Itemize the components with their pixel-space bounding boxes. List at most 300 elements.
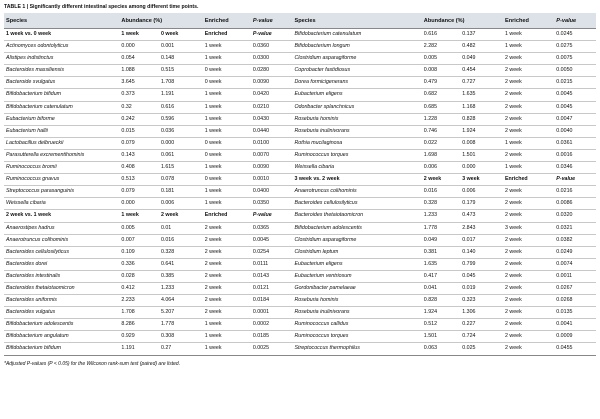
species-cell: Ruminococcus bromii (4, 162, 119, 174)
abundance-a-cell: 0.373 (119, 89, 159, 101)
abundance-a-cell: 2.233 (119, 295, 159, 307)
abundance-a-cell: 1.228 (422, 113, 460, 125)
species-cell: Ruminococcus torques (292, 149, 421, 161)
pvalue-cell: 0.0300 (251, 53, 293, 65)
enriched-cell: 2 week (203, 282, 251, 294)
abundance-b-cell: 0.641 (159, 258, 203, 270)
pvalue-cell: 0.0090 (251, 162, 293, 174)
abundance-b-cell: 1.191 (159, 89, 203, 101)
abundance-a-cell: 0.049 (422, 234, 460, 246)
header-row (4, 13, 596, 29)
species-cell: Bacteroides intestinalis (4, 270, 119, 282)
pvalue-cell: 0.0040 (554, 125, 596, 137)
abundance-b-cell: 0.27 (159, 343, 203, 355)
abundance-a-cell: 2 week (422, 174, 460, 186)
species-cell: Weissella cibaria (4, 198, 119, 210)
abundance-a-cell: 0.381 (422, 246, 460, 258)
abundance-a-cell: 1.924 (422, 307, 460, 319)
species-cell: Bacteroides dorei (4, 258, 119, 270)
table-row (4, 101, 596, 113)
pvalue-cell: 0.0100 (251, 137, 293, 149)
abundance-b-cell: 1.233 (159, 282, 203, 294)
enriched-cell: 1 week (203, 53, 251, 65)
enriched-cell: 1 week (503, 41, 554, 53)
abundance-a-cell: 0.054 (119, 53, 159, 65)
abundance-a-cell: 0.041 (422, 282, 460, 294)
abundance-b-cell: 0.181 (159, 186, 203, 198)
abundance-b-cell: 1.615 (159, 162, 203, 174)
enriched-cell: 2 week (503, 319, 554, 331)
species-cell: Eubacterium eligens (292, 258, 421, 270)
abundance-b-cell: 0.308 (159, 331, 203, 343)
abundance-a-cell: 0.417 (422, 270, 460, 282)
pvalue-cell: 0.0002 (251, 319, 293, 331)
pvalue-cell: 0.0090 (251, 77, 293, 89)
pvalue-cell: 0.0011 (554, 270, 596, 282)
pvalue-cell: 0.0280 (251, 65, 293, 77)
enriched-cell: 1 week (203, 41, 251, 53)
abundance-a-cell: 0.005 (422, 53, 460, 65)
abundance-b-cell: 0.000 (460, 162, 503, 174)
abundance-b-cell: 0.049 (460, 53, 503, 65)
abundance-b-cell: 0.078 (159, 174, 203, 186)
pvalue-cell: 0.0268 (554, 295, 596, 307)
abundance-b-cell: 0.473 (460, 210, 503, 222)
abundance-a-cell: 0.000 (119, 41, 159, 53)
enriched-cell: 1 week (203, 113, 251, 125)
pvalue-cell: 0.0321 (554, 222, 596, 234)
pvalue-cell: 0.0210 (251, 101, 293, 113)
table-row (4, 295, 596, 307)
enriched-cell: 2 week (203, 246, 251, 258)
table-caption: TABLE 1 | Significantly different intestinal species among different time points. (4, 4, 199, 10)
pvalue-cell: 0.0009 (554, 331, 596, 343)
pvalue-cell: 0.0350 (251, 198, 293, 210)
enriched-cell: 2 week (503, 101, 554, 113)
abundance-a-cell: 0.242 (119, 113, 159, 125)
species-cell: Clostridium asparagiforme (292, 234, 421, 246)
species-cell: Alistipes indistinctus (4, 53, 119, 65)
table-footnote: *Adjusted P-values (P < 0.05) for the Wilcoxon rank-sum test (paired) are listed. (4, 360, 181, 367)
abundance-b-cell: 0.008 (460, 137, 503, 149)
abundance-b-cell: 0.482 (460, 41, 503, 53)
abundance-a-cell: 0.32 (119, 101, 159, 113)
enriched-cell: 2 week (203, 295, 251, 307)
enriched-cell: 2 week (503, 210, 554, 222)
pvalue-cell: 0.0455 (554, 343, 596, 355)
enriched-cell: 2 week (503, 343, 554, 355)
pvalue-cell: 0.0320 (554, 210, 596, 222)
enriched-cell: 2 week (203, 258, 251, 270)
species-cell: Dorea formicigenerans (292, 77, 421, 89)
abundance-a-cell: 1.708 (119, 307, 159, 319)
enriched-cell: 1 week (203, 125, 251, 137)
species-cell: 2 week vs. 1 week (4, 210, 119, 222)
abundance-a-cell: 1.088 (119, 65, 159, 77)
pvalue-cell: 0.0111 (251, 258, 293, 270)
abundance-b-cell: 0.328 (159, 246, 203, 258)
abundance-a-cell: 1.778 (422, 222, 460, 234)
pvalue-cell: 0.0121 (251, 282, 293, 294)
table-row (4, 258, 596, 270)
pvalue-cell: 0.0254 (251, 246, 293, 258)
table-row (4, 174, 596, 186)
abundance-a-cell: 0.513 (119, 174, 159, 186)
species-cell: Bifidobacterium adolescentis (292, 222, 421, 234)
abundance-b-cell: 2.843 (460, 222, 503, 234)
abundance-a-cell: 0.008 (422, 65, 460, 77)
abundance-a-cell: 1.191 (119, 343, 159, 355)
table-row (4, 270, 596, 282)
abundance-a-cell: 0.109 (119, 246, 159, 258)
species-cell: Bifidobacterium bifidum (4, 343, 119, 355)
enriched-cell: 2 week (503, 258, 554, 270)
species-cell: Anaerotruncus colihominis (4, 234, 119, 246)
species-cell: Clostridium asparagiforme (292, 53, 421, 65)
pvalue-cell: 0.0025 (251, 343, 293, 355)
abundance-b-cell: 0.727 (460, 77, 503, 89)
species-cell: Eubacterium biforme (4, 113, 119, 125)
enriched-cell: 3 week (503, 222, 554, 234)
species-cell: Ruminococcus callidus (292, 319, 421, 331)
table-row (4, 113, 596, 125)
enriched-cell: 2 week (203, 234, 251, 246)
species-cell: Streptococcus parasanguinis (4, 186, 119, 198)
header-species-left: Species (4, 13, 119, 29)
header-pvalue-left: P-value (251, 13, 293, 29)
pvalue-cell: 0.0365 (251, 222, 293, 234)
species-cell: Bifidobacterium angulatum (4, 331, 119, 343)
species-cell: Ruminococcus torques (292, 331, 421, 343)
abundance-a-cell: 0.006 (422, 162, 460, 174)
species-cell: Lactobacillus delbrueckii (4, 137, 119, 149)
pvalue-cell: 0.0050 (554, 65, 596, 77)
abundance-a-cell: 0.005 (119, 222, 159, 234)
pvalue-cell: 0.0184 (251, 295, 293, 307)
abundance-a-cell: 1.501 (422, 331, 460, 343)
abundance-a-cell: 1 week (119, 210, 159, 222)
abundance-b-cell: 0.016 (159, 234, 203, 246)
abundance-a-cell: 0.512 (422, 319, 460, 331)
enriched-cell: 2 week (503, 307, 554, 319)
abundance-b-cell: 0.01 (159, 222, 203, 234)
abundance-a-cell: 0.336 (119, 258, 159, 270)
pvalue-cell: 0.0267 (554, 282, 596, 294)
enriched-cell: 0 week (203, 149, 251, 161)
abundance-b-cell: 5.207 (159, 307, 203, 319)
pvalue-cell: 0.0041 (554, 319, 596, 331)
table-row (4, 77, 596, 89)
pvalue-cell: 0.0360 (251, 41, 293, 53)
header-species-right: Species (292, 13, 421, 29)
table-row (4, 137, 596, 149)
abundance-a-cell: 0.063 (422, 343, 460, 355)
abundance-a-cell: 0.143 (119, 149, 159, 161)
enriched-cell: 2 week (503, 113, 554, 125)
species-cell: 1 week vs. 0 week (4, 29, 119, 41)
pvalue-cell: 0.0440 (251, 125, 293, 137)
table-row (4, 331, 596, 343)
table-row (4, 246, 596, 258)
table-header (4, 13, 596, 29)
table-row (4, 234, 596, 246)
table-row (4, 53, 596, 65)
species-cell: Bacteroides massiliensis (4, 65, 119, 77)
abundance-a-cell: 0.682 (422, 89, 460, 101)
enriched-cell: 2 week (503, 89, 554, 101)
abundance-b-cell: 1.635 (460, 89, 503, 101)
species-cell: Bifidobacterium catenulatum (292, 29, 421, 41)
abundance-a-cell: 0.929 (119, 331, 159, 343)
enriched-cell: 2 week (503, 186, 554, 198)
pvalue-cell: 0.0045 (251, 234, 293, 246)
enriched-cell: 0 week (203, 77, 251, 89)
species-cell: Bifidobacterium bifidum (4, 89, 119, 101)
table-body (4, 29, 596, 356)
abundance-b-cell: 0.323 (460, 295, 503, 307)
abundance-b-cell: 0.140 (460, 246, 503, 258)
abundance-b-cell: 0 week (159, 29, 203, 41)
abundance-b-cell: 0.596 (159, 113, 203, 125)
abundance-a-cell: 0.028 (119, 270, 159, 282)
enriched-cell: Enriched (203, 210, 251, 222)
abundance-b-cell: 1.778 (159, 319, 203, 331)
enriched-cell: 1 week (203, 319, 251, 331)
table-row (4, 186, 596, 198)
species-cell: Bifidobacterium longum (292, 41, 421, 53)
abundance-b-cell: 1.306 (460, 307, 503, 319)
pvalue-cell: 0.0361 (554, 137, 596, 149)
pvalue-cell: 0.0010 (251, 174, 293, 186)
abundance-a-cell: 1.635 (422, 258, 460, 270)
header-pvalue-right: P-value (554, 13, 596, 29)
table-row (4, 65, 596, 77)
enriched-cell: 2 week (503, 149, 554, 161)
pvalue-cell: 0.0400 (251, 186, 293, 198)
abundance-b-cell: 0.006 (159, 198, 203, 210)
enriched-cell: 1 week (203, 89, 251, 101)
species-cell: Bacteroides cellulosilyticus (292, 198, 421, 210)
enriched-cell: 2 week (503, 234, 554, 246)
species-cell: Streptococcus thermophilus (292, 343, 421, 355)
enriched-cell: 1 week (203, 162, 251, 174)
abundance-a-cell: 0.479 (422, 77, 460, 89)
enriched-cell: 1 week (203, 331, 251, 343)
pvalue-cell: 0.0430 (251, 113, 293, 125)
enriched-cell: 1 week (203, 343, 251, 355)
species-cell: Roseburia hominis (292, 113, 421, 125)
enriched-cell: 1 week (503, 137, 554, 149)
pvalue-cell: 0.0420 (251, 89, 293, 101)
abundance-a-cell: 0.685 (422, 101, 460, 113)
species-cell: Rothia mucilaginosa (292, 137, 421, 149)
table-row (4, 210, 596, 222)
enriched-cell: 2 week (503, 198, 554, 210)
pvalue-cell: 0.0086 (554, 198, 596, 210)
abundance-a-cell: 0.616 (422, 29, 460, 41)
species-cell: Gordonibacter pamelaeae (292, 282, 421, 294)
abundance-a-cell: 0.000 (119, 198, 159, 210)
pvalue-cell: 0.0143 (251, 270, 293, 282)
table-row (4, 89, 596, 101)
enriched-cell: 2 week (503, 331, 554, 343)
species-cell: Roseburia inulinivorans (292, 125, 421, 137)
table-row (4, 41, 596, 53)
species-cell: Eubacterium ventriosum (292, 270, 421, 282)
abundance-b-cell: 0.454 (460, 65, 503, 77)
abundance-a-cell: 0.079 (119, 186, 159, 198)
abundance-b-cell: 0.006 (460, 186, 503, 198)
species-cell: Anaerostipes hadrus (4, 222, 119, 234)
enriched-cell: Enriched (503, 174, 554, 186)
abundance-b-cell: 0.025 (460, 343, 503, 355)
pvalue-cell: 0.0001 (251, 307, 293, 319)
species-cell: Bacteroides thetaiotaomicron (292, 210, 421, 222)
species-cell: Bacteroides uniformis (4, 295, 119, 307)
abundance-a-cell: 0.746 (422, 125, 460, 137)
pvalue-cell: 0.0070 (251, 149, 293, 161)
abundance-b-cell: 1.924 (460, 125, 503, 137)
abundance-b-cell: 0.799 (460, 258, 503, 270)
table-row (4, 319, 596, 331)
enriched-cell: 2 week (503, 246, 554, 258)
pvalue-cell: 0.0275 (554, 41, 596, 53)
abundance-b-cell: 0.061 (159, 149, 203, 161)
enriched-cell: 1 week (203, 101, 251, 113)
species-cell: Bacteroides thetaiotaomicron (4, 282, 119, 294)
species-table (4, 13, 596, 356)
pvalue-cell: 0.0215 (554, 77, 596, 89)
abundance-b-cell: 0.227 (460, 319, 503, 331)
enriched-cell: 2 week (203, 307, 251, 319)
header-enriched-left: Enriched (203, 13, 251, 29)
abundance-b-cell: 2 week (159, 210, 203, 222)
species-cell: Eubacterium eligens (292, 89, 421, 101)
pvalue-cell: P-value (251, 210, 293, 222)
species-cell: Bifidobacterium adolescentis (4, 319, 119, 331)
abundance-a-cell: 0.016 (422, 186, 460, 198)
table-row (4, 149, 596, 161)
enriched-cell: 2 week (503, 77, 554, 89)
species-cell: Actinomyces odontolyticus (4, 41, 119, 53)
table-row (4, 343, 596, 355)
pvalue-cell: 0.0216 (554, 186, 596, 198)
species-cell: Eubacterium hallii (4, 125, 119, 137)
species-cell: Roseburia hominis (292, 295, 421, 307)
species-cell: Bifidobacterium catenulatum (4, 101, 119, 113)
abundance-a-cell: 0.408 (119, 162, 159, 174)
species-cell: Odoribacter splanchnicus (292, 101, 421, 113)
pvalue-cell: 0.0045 (554, 101, 596, 113)
species-cell: Clostridium leptum (292, 246, 421, 258)
enriched-cell: 2 week (503, 270, 554, 282)
table-row (4, 29, 596, 41)
abundance-b-cell: 0.148 (159, 53, 203, 65)
enriched-cell: 1 week (503, 162, 554, 174)
species-cell: Bacteroides vulgatus (4, 307, 119, 319)
abundance-b-cell: 3 week (460, 174, 503, 186)
enriched-cell: 0 week (203, 65, 251, 77)
species-cell: Roseburia inulinivorans (292, 307, 421, 319)
header-abundance-left: Abundance (%) (119, 13, 202, 29)
species-cell: Bacteroides cellulosilyticus (4, 246, 119, 258)
enriched-cell: Enriched (203, 29, 251, 41)
table-row (4, 307, 596, 319)
abundance-a-cell: 1.698 (422, 149, 460, 161)
enriched-cell: 0 week (203, 174, 251, 186)
pvalue-cell: P-value (554, 174, 596, 186)
table-row (4, 282, 596, 294)
pvalue-cell: 0.0346 (554, 162, 596, 174)
abundance-b-cell: 0.724 (460, 331, 503, 343)
abundance-a-cell: 0.015 (119, 125, 159, 137)
abundance-b-cell: 0.019 (460, 282, 503, 294)
enriched-cell: 2 week (503, 125, 554, 137)
enriched-cell: 0 week (203, 137, 251, 149)
pvalue-cell: 0.0016 (554, 149, 596, 161)
abundance-b-cell: 1.168 (460, 101, 503, 113)
species-cell: Anaerotruncus colihominis (292, 186, 421, 198)
header-abundance-right: Abundance (%) (422, 13, 503, 29)
pvalue-cell: 0.0135 (554, 307, 596, 319)
abundance-a-cell: 0.022 (422, 137, 460, 149)
pvalue-cell: 0.0185 (251, 331, 293, 343)
pvalue-cell: 0.0074 (554, 258, 596, 270)
enriched-cell: 1 week (203, 198, 251, 210)
abundance-a-cell: 2.282 (422, 41, 460, 53)
enriched-cell: 2 week (203, 222, 251, 234)
species-cell: 3 week vs. 2 week (292, 174, 421, 186)
enriched-cell: 2 week (503, 282, 554, 294)
abundance-a-cell: 3.645 (119, 77, 159, 89)
abundance-b-cell: 1.501 (460, 149, 503, 161)
abundance-b-cell: 0.017 (460, 234, 503, 246)
abundance-b-cell: 4.064 (159, 295, 203, 307)
abundance-a-cell: 0.828 (422, 295, 460, 307)
abundance-a-cell: 8.286 (119, 319, 159, 331)
abundance-b-cell: 0.828 (460, 113, 503, 125)
header-enriched-right: Enriched (503, 13, 554, 29)
species-cell: Parasutterella excrementihominis (4, 149, 119, 161)
abundance-a-cell: 0.328 (422, 198, 460, 210)
abundance-a-cell: 0.079 (119, 137, 159, 149)
pvalue-cell: 0.0047 (554, 113, 596, 125)
table-row (4, 222, 596, 234)
pvalue-cell: 0.0382 (554, 234, 596, 246)
abundance-b-cell: 0.385 (159, 270, 203, 282)
pvalue-cell: 0.0045 (554, 89, 596, 101)
abundance-b-cell: 0.179 (460, 198, 503, 210)
enriched-cell: 2 week (503, 295, 554, 307)
abundance-b-cell: 0.137 (460, 29, 503, 41)
abundance-b-cell: 0.515 (159, 65, 203, 77)
pvalue-cell: P-value (251, 29, 293, 41)
pvalue-cell: 0.0249 (554, 246, 596, 258)
abundance-b-cell: 0.045 (460, 270, 503, 282)
pvalue-cell: 0.0075 (554, 53, 596, 65)
table-row (4, 125, 596, 137)
abundance-b-cell: 0.616 (159, 101, 203, 113)
abundance-a-cell: 1 week (119, 29, 159, 41)
abundance-b-cell: 0.000 (159, 137, 203, 149)
species-cell: Ruminococcus gnavus (4, 174, 119, 186)
abundance-a-cell: 0.007 (119, 234, 159, 246)
species-cell: Bacteroide svulgatus (4, 77, 119, 89)
abundance-a-cell: 1.233 (422, 210, 460, 222)
pvalue-cell: 0.0245 (554, 29, 596, 41)
enriched-cell: 1 week (503, 29, 554, 41)
enriched-cell: 2 week (503, 53, 554, 65)
